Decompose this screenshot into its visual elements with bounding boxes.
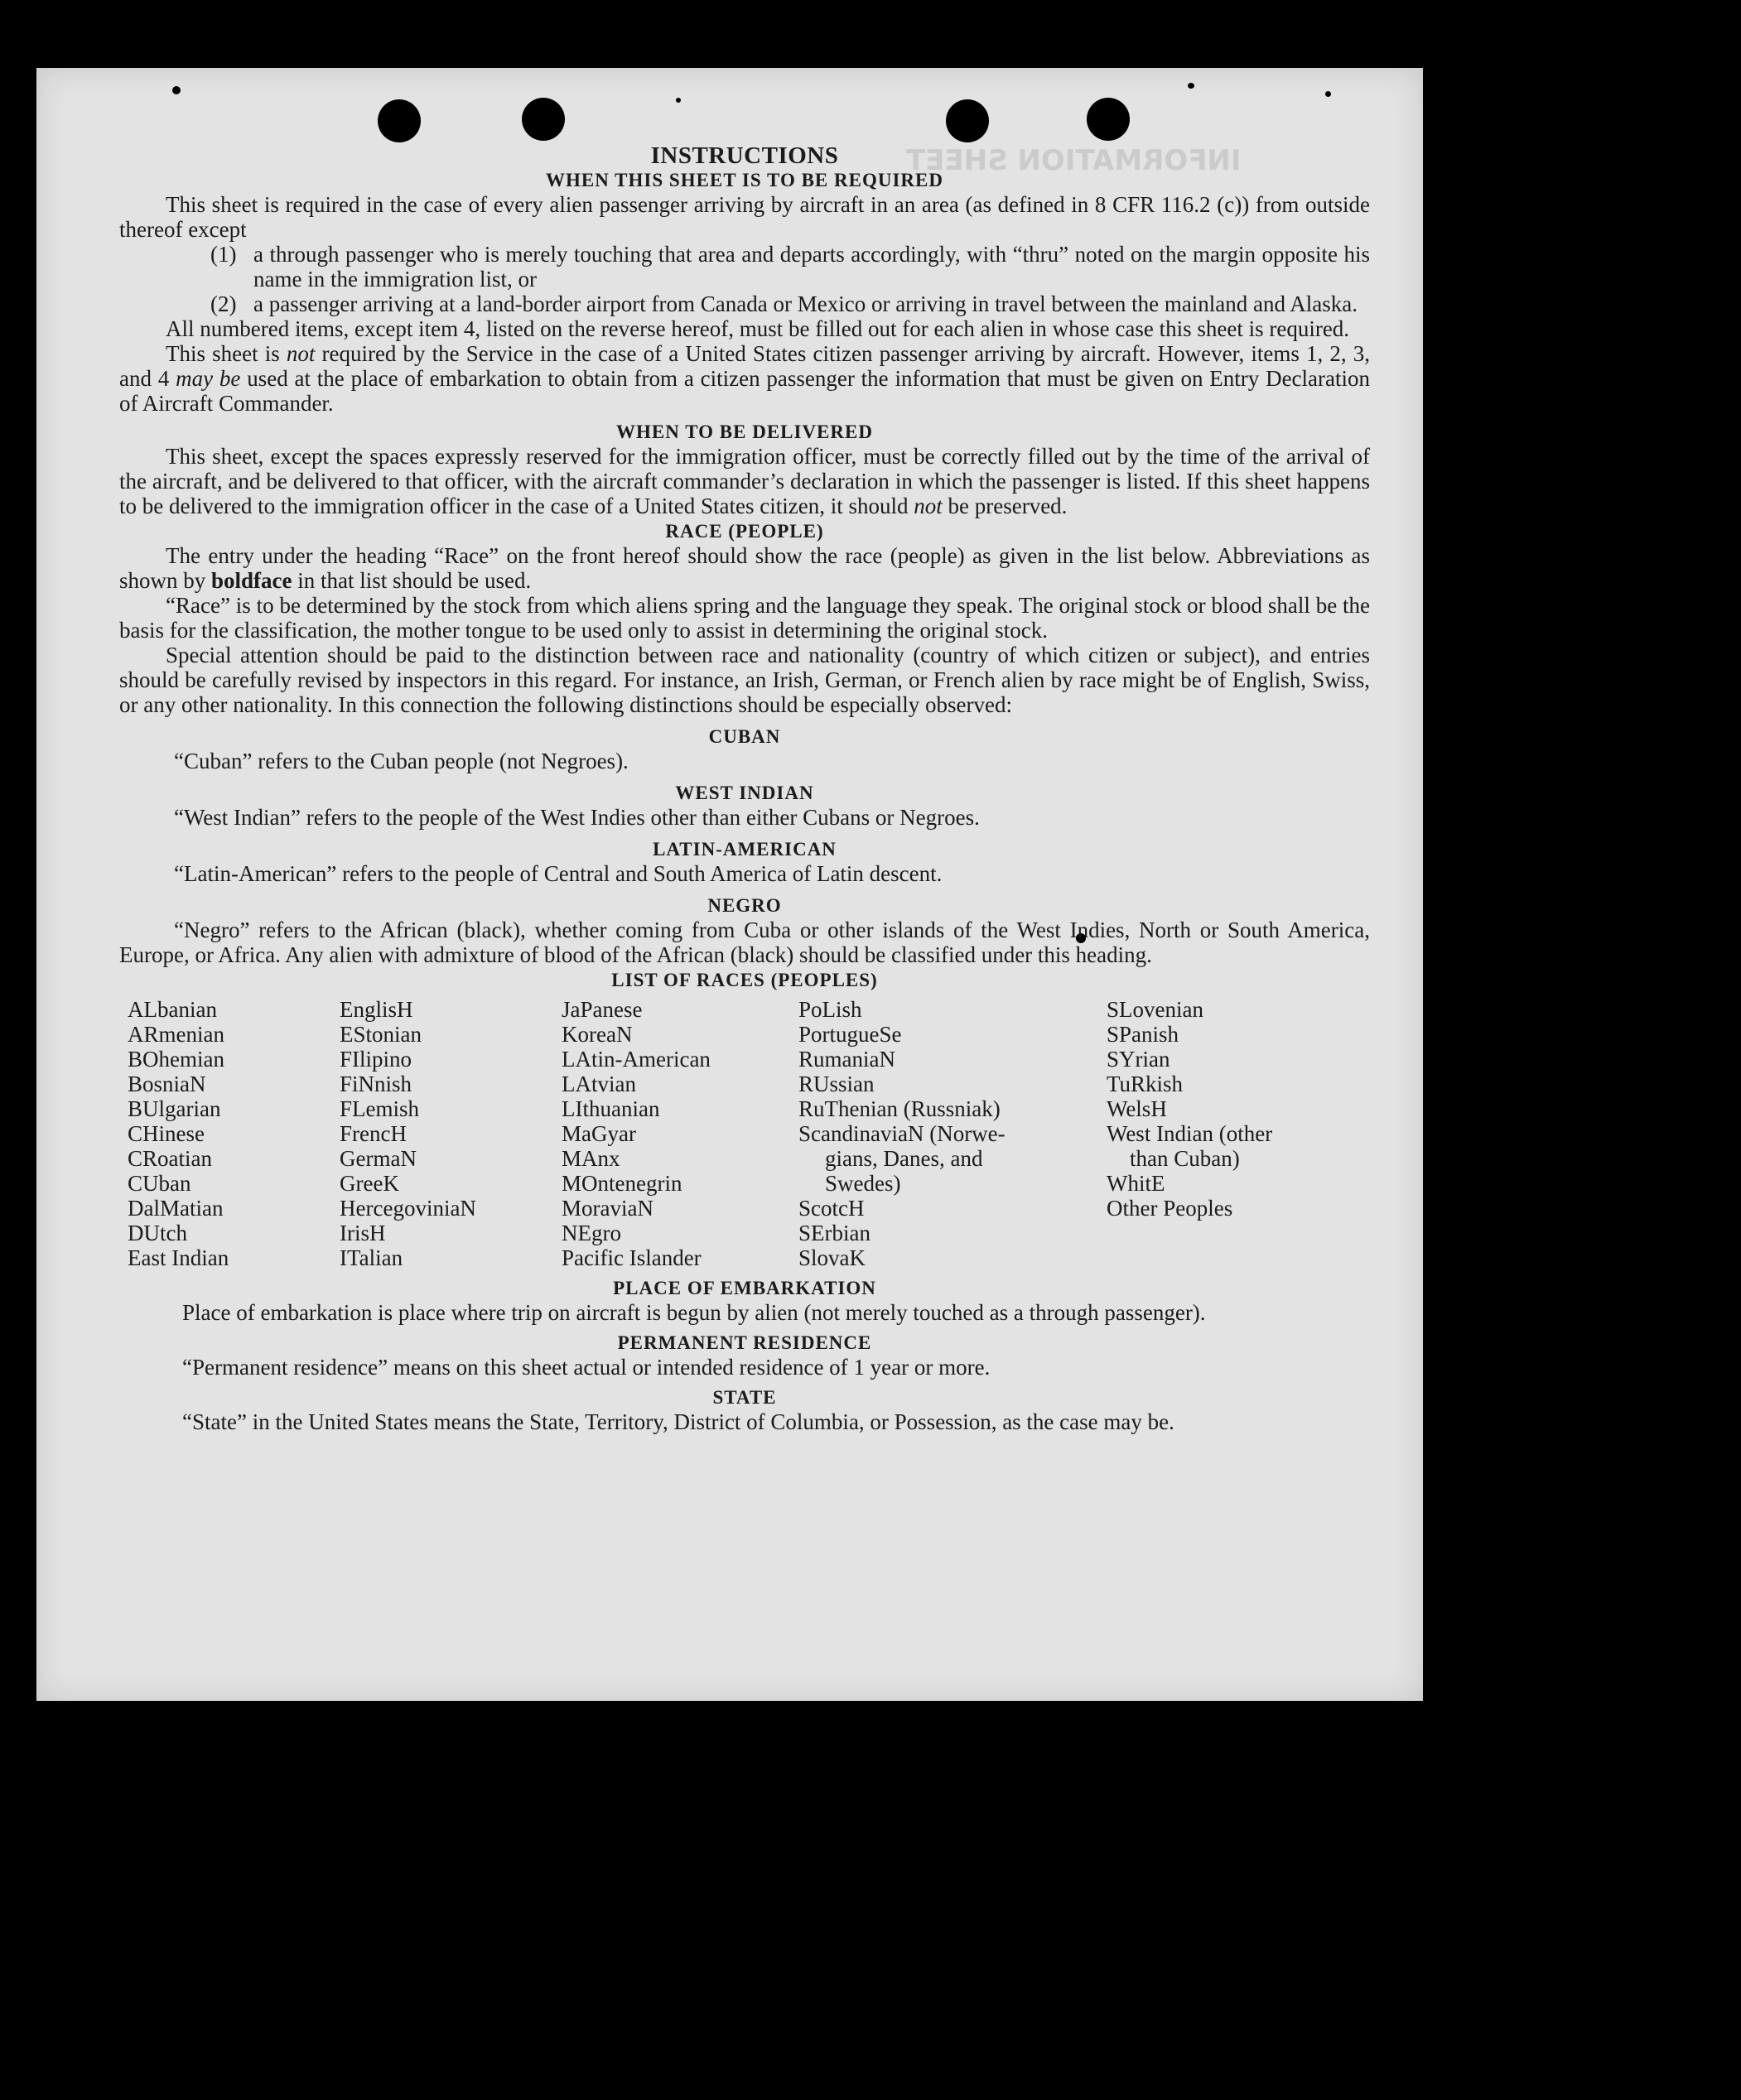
race-entry: MAnx [562, 1146, 620, 1171]
document-sheet [36, 68, 1423, 1701]
citizen-text: used at the place of embarkation to obtain from a citizen passenger the information that must be given on Entry Declaration of Aircraft Commander. [119, 366, 1371, 416]
race-entry: FiNnish [340, 1072, 412, 1096]
speck [676, 98, 681, 103]
race-entry: than Cuban) [1130, 1146, 1240, 1171]
punch-hole [522, 98, 565, 141]
when-delivered-text [119, 444, 1370, 518]
numbered-items-note: All numbered items, except item 4, listed on the reverse hereof, must be filled out for each alien in whose case this sheet is required. [166, 316, 1350, 341]
race-heading: RACE (PEOPLE) [665, 521, 824, 542]
exception-number: (2) [210, 291, 237, 316]
race-entry: FLemish [340, 1096, 420, 1121]
race-paragraph [119, 543, 1370, 593]
race-entry: SLovenian [1107, 997, 1203, 1022]
race-entry: CRoatian [128, 1146, 212, 1171]
race-entry: BOhemian [128, 1047, 224, 1072]
race-entry: East Indian [128, 1245, 229, 1270]
speck [172, 86, 181, 94]
races-column [562, 997, 798, 1270]
race-entry: FrencH [340, 1121, 407, 1146]
exception-item [210, 242, 1370, 291]
race-entry: EnglisH [340, 997, 413, 1022]
latin-american-heading: LATIN-AMERICAN [653, 839, 837, 860]
exception-number: (1) [210, 242, 237, 267]
when-delivered-heading: WHEN TO BE DELIVERED [616, 421, 873, 442]
residence-text: “Permanent residence” means on this sheet actual or intended residence of 1 year or more. [182, 1355, 991, 1380]
bleed-through-title: INFORMATION SHEET [906, 144, 1242, 177]
race-entry: RUssian [798, 1072, 875, 1096]
race-entry: SYrian [1107, 1047, 1170, 1072]
race-entry: EStonian [340, 1022, 422, 1047]
races-column [340, 997, 562, 1270]
cuban-text: “Cuban” refers to the Cuban people (not Negroes). [174, 749, 629, 773]
race-entry: IrisH [340, 1221, 386, 1245]
state-heading: STATE [712, 1387, 777, 1408]
embarkation-heading: PLACE OF EMBARKATION [613, 1278, 876, 1298]
punch-hole [946, 99, 989, 142]
race-entry: ITalian [340, 1245, 403, 1270]
race-entry: LIthuanian [562, 1096, 660, 1121]
instructions-title: INSTRUCTIONS [650, 142, 839, 169]
race-entry: ALbanian [128, 997, 217, 1022]
race-entry: Swedes) [825, 1171, 901, 1196]
race-entry: ScotcH [798, 1196, 865, 1221]
cuban-heading: CUBAN [708, 726, 781, 747]
race-entry: NEgro [562, 1221, 621, 1245]
citizen-emphasis: may be [176, 366, 241, 391]
race-text: in that list should be used. [292, 568, 532, 593]
negro-text: “Negro” refers to the African (black), whether coming from Cuba or other islands of the West Indies, North or South America, Europe, or Africa. Any alien with admixture of blood of the African (black) should be classified under this heading. [119, 918, 1370, 967]
exception-text: a passenger arriving at a land-border airport from Canada or Mexico or arriving in travel between the mainland and Alaska. [253, 291, 1358, 316]
race-entry: WelsH [1107, 1096, 1167, 1121]
race-entry: ScandinaviaN (Norwe- [798, 1121, 1006, 1146]
citizen-text: This sheet is [166, 341, 287, 366]
race-entry: DalMatian [128, 1196, 224, 1221]
instructions-content [119, 142, 1370, 1434]
embarkation-text: Place of embarkation is place where trip on aircraft is begun by alien (not merely touched as a through passenger). [182, 1300, 1206, 1325]
race-entry: RuThenian (Russniak) [798, 1096, 1001, 1121]
race-entry: GermaN [340, 1146, 417, 1171]
race-entry: LAtin-American [562, 1047, 711, 1072]
race-entry: Other Peoples [1107, 1196, 1233, 1221]
race-entry: HercegoviniaN [340, 1196, 476, 1221]
citizen-text: required by the Service in the case of a United States citizen passenger arriving by aircraft. However, items 1, 2, 3, and 4 [119, 341, 1370, 391]
race-entry: JaPanese [562, 997, 643, 1022]
race-entry: MaGyar [562, 1121, 636, 1146]
west-indian-heading: WEST INDIAN [675, 783, 814, 803]
when-required-intro: This sheet is required in the case of every alien passenger arriving by aircraft in an area (as defined in 8 CFR 116.2 (c)) from outside thereof except [119, 192, 1370, 242]
race-entry: PoLish [798, 997, 862, 1022]
race-entry: SlovaK [798, 1245, 866, 1270]
race-entry: PortugueSe [798, 1022, 902, 1047]
race-boldface: boldface [211, 568, 292, 593]
races-column [128, 997, 340, 1270]
race-entry: gians, Danes, and [825, 1146, 983, 1171]
exception-item [210, 291, 1370, 316]
races-table [119, 997, 1370, 1270]
west-indian-text: “West Indian” refers to the people of the West Indies other than either Cubans or Negroes. [174, 805, 980, 830]
race-entry: ARmenian [128, 1022, 224, 1047]
race-entry: MOntenegrin [562, 1171, 682, 1196]
race-entry: LAtvian [562, 1072, 636, 1096]
residence-heading: PERMANENT RESIDENCE [617, 1332, 872, 1353]
races-column [1107, 997, 1355, 1270]
race-paragraph: Special attention should be paid to the distinction between race and nationality (country of which citizen or subject), and entries should be carefully revised by inspectors in this regard. For instance, an Irish, German, or French alien by race might be of English, Swiss, or any other nationality. In this connection the following distinctions should be especially observed: [119, 643, 1370, 717]
race-entry: WhitE [1107, 1171, 1165, 1196]
race-entry: GreeK [340, 1171, 399, 1196]
races-column [798, 997, 1107, 1270]
speck [1188, 83, 1194, 89]
race-entry: TuRkish [1107, 1072, 1184, 1096]
negro-heading: NEGRO [707, 895, 782, 916]
citizen-emphasis: not [286, 341, 316, 366]
race-entry: DUtch [128, 1221, 187, 1245]
race-text: The entry under the heading “Race” on the front hereof should show the race (people) as given in the list below. Abbreviations as shown by [119, 543, 1370, 593]
delivered-text: This sheet, except the spaces expressly reserved for the immigration officer, must be correctly filled out by the time of the arrival of the aircraft, and be delivered to that officer, with the aircraft commander’s declaration in which the passenger is listed. If this sheet happens to be delivered to the immigration officer in the case of a United States citizen, it should [119, 444, 1370, 518]
list-of-races-heading: LIST OF RACES (PEOPLES) [611, 970, 878, 990]
race-entry: CHinese [128, 1121, 205, 1146]
race-entry: FIlipino [340, 1047, 412, 1072]
race-entry: SPanish [1107, 1022, 1179, 1047]
citizen-note [119, 341, 1370, 416]
race-entry: West Indian (other [1107, 1121, 1273, 1146]
when-required-heading: WHEN THIS SHEET IS TO BE REQUIRED [546, 170, 943, 190]
punch-hole [378, 99, 421, 142]
latin-american-text: “Latin-American” refers to the people of Central and South America of Latin descent. [174, 861, 943, 886]
race-entry: SErbian [798, 1221, 870, 1245]
race-entry: BosniaN [128, 1072, 206, 1096]
delivered-emphasis: not [914, 494, 943, 518]
speck [1325, 91, 1331, 97]
race-entry: Pacific Islander [562, 1245, 702, 1270]
race-entry: CUban [128, 1171, 191, 1196]
race-paragraph: “Race” is to be determined by the stock from which aliens spring and the language they speak. The original stock or blood shall be the basis for the classification, the mother tongue to be used only to assist in determining the original stock. [119, 593, 1370, 643]
race-entry: MoraviaN [562, 1196, 653, 1221]
delivered-text: be preserved. [942, 494, 1068, 518]
state-text: “State” in the United States means the State, Territory, District of Columbia, or Possession, as the case may be. [182, 1409, 1174, 1434]
race-entry: KoreaN [562, 1022, 633, 1047]
exception-text: a through passenger who is merely touching that area and departs accordingly, with “thru” noted on the margin opposite his name in the immigration list, or [253, 242, 1370, 291]
race-entry: BUlgarian [128, 1096, 221, 1121]
punch-hole [1087, 98, 1130, 141]
race-entry: RumaniaN [798, 1047, 895, 1072]
